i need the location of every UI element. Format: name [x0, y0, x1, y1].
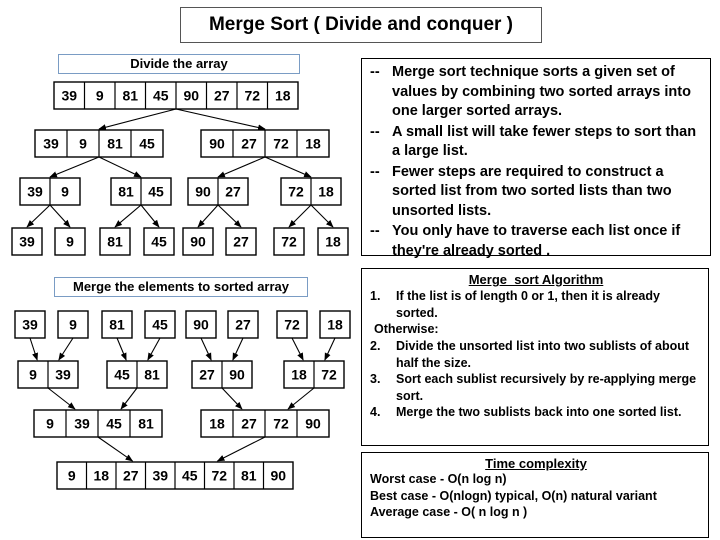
flow-arrow: [30, 338, 37, 360]
merge-array: [201, 410, 329, 437]
flow-arrow: [222, 388, 242, 409]
flow-arrow: [115, 205, 141, 227]
array-cell-value: 39: [19, 233, 35, 250]
merge-array: [284, 361, 344, 388]
merge-array: [58, 311, 88, 338]
complexity-heading: Time complexity: [485, 456, 587, 471]
flow-arrow: [27, 205, 50, 227]
array-cell-value: 45: [181, 467, 198, 484]
worst-case: Worst case - O(n log n): [370, 472, 507, 486]
flow-arrow: [50, 205, 70, 227]
merge-array: [320, 311, 350, 338]
array-cell-value: 90: [305, 415, 321, 432]
description-bullet: -- A small list will take fewer steps to sort than a large list.: [370, 123, 697, 159]
flow-arrow: [176, 109, 265, 129]
divide-array: [100, 228, 130, 255]
array-cell-value: 9: [69, 316, 77, 333]
array-cell-value: 72: [211, 467, 228, 484]
array-cell-value: 18: [327, 316, 343, 333]
average-case: Average case - O( n log n ): [370, 505, 528, 519]
flow-arrow: [289, 205, 311, 227]
algorithm-panel: [361, 268, 709, 446]
flow-arrow: [201, 338, 211, 360]
merge-array: [34, 410, 162, 437]
flow-arrow: [292, 338, 303, 360]
array-cell-value: 81: [144, 366, 160, 383]
complexity-panel: [361, 452, 709, 538]
flow-arrow: [50, 157, 99, 177]
array-cell-value: 27: [241, 135, 257, 152]
array-cell-value: 27: [199, 366, 215, 383]
flow-arrow: [218, 205, 241, 227]
array-cell-value: 9: [95, 87, 104, 104]
divide-array: [55, 228, 85, 255]
divide-array: [144, 228, 174, 255]
divide-array: [35, 130, 163, 157]
divide-array: [281, 178, 341, 205]
divide-array: [201, 130, 329, 157]
array-cell-value: 18: [291, 366, 307, 383]
algorithm-otherwise: Otherwise:: [374, 322, 439, 336]
array-cell-value: 81: [109, 316, 125, 333]
array-cell-value: 45: [152, 316, 168, 333]
array-cell-value: 81: [107, 135, 123, 152]
merge-array: [145, 311, 175, 338]
array-cell-value: 90: [183, 87, 200, 104]
array-cell-value: 90: [195, 183, 211, 200]
array-cell-value: 81: [138, 415, 154, 432]
flow-arrow: [148, 338, 160, 360]
array-cell-value: 9: [61, 183, 69, 200]
flow-arrow: [233, 338, 243, 360]
merge-array: [57, 462, 293, 489]
flow-arrow: [117, 338, 126, 360]
array-cell-value: 18: [305, 135, 321, 152]
flow-arrow: [325, 338, 335, 360]
array-cell-value: 39: [22, 316, 38, 333]
flow-arrow: [311, 205, 333, 227]
array-cell-value: 27: [241, 415, 257, 432]
description-bullet: -- Fewer steps are required to construct a sorted list from two sorted lists than two unsorted lists.: [370, 163, 672, 219]
divide-array: [318, 228, 348, 255]
array-cell-value: 45: [139, 135, 155, 152]
array-cell-value: 39: [61, 87, 78, 104]
divide-array: [183, 228, 213, 255]
array-cell-value: 81: [122, 87, 139, 104]
array-cell-value: 90: [193, 316, 209, 333]
flow-arrow: [121, 388, 137, 409]
flow-arrow: [48, 388, 75, 409]
array-cell-value: 72: [244, 87, 261, 104]
array-cell-value: 39: [43, 135, 59, 152]
array-cell-value: 72: [321, 366, 337, 383]
divide-array: [274, 228, 304, 255]
array-cell-value: 9: [66, 233, 74, 250]
array-cell-value: 39: [74, 415, 90, 432]
array-cell-value: 90: [229, 366, 245, 383]
array-cell-value: 39: [55, 366, 71, 383]
array-cell-value: 9: [29, 366, 37, 383]
array-cell-value: 18: [209, 415, 225, 432]
description-bullet: -- Merge sort technique sorts a given set of values by combining two sorted arrays into one larger sorted arrays.: [370, 64, 691, 119]
flow-arrow: [265, 157, 311, 177]
page-title: Merge Sort ( Divide and conquer ): [180, 7, 542, 43]
array-cell-value: 18: [318, 183, 334, 200]
algorithm-heading: Merge_sort Algorithm: [468, 272, 604, 287]
array-cell-value: 9: [46, 415, 54, 432]
array-cell-value: 90: [190, 233, 206, 250]
merge-array: [186, 311, 216, 338]
merge-array: [277, 311, 307, 338]
flow-arrow: [217, 437, 265, 461]
divide-array: [226, 228, 256, 255]
algorithm-step: 2. Divide the unsorted list into two sublists of about half the size.: [370, 339, 690, 370]
array-cell-value: 72: [281, 233, 297, 250]
array-cell-value: 45: [114, 366, 130, 383]
algorithm-step: 1. If the list is of length 0 or 1, then it is already sorted.: [370, 289, 660, 320]
array-cell-value: 72: [284, 316, 300, 333]
array-cell-value: 27: [122, 467, 139, 484]
array-cell-value: 18: [325, 233, 341, 250]
algorithm-step: 4. Merge the two sublists back into one sorted list.: [370, 405, 682, 419]
array-cell-value: 27: [213, 87, 230, 104]
array-cell-value: 45: [151, 233, 167, 250]
array-cell-value: 72: [273, 135, 289, 152]
array-cell-value: 81: [118, 183, 134, 200]
array-cell-value: 18: [93, 467, 110, 484]
array-cell-value: 18: [274, 87, 291, 104]
flow-arrow: [288, 388, 314, 409]
array-cell-value: 81: [240, 467, 257, 484]
divide-array: [54, 82, 298, 109]
divide-array: [12, 228, 42, 255]
divide-array: [188, 178, 248, 205]
merge-array: [15, 311, 45, 338]
merge-section-label: Merge the elements to sorted array: [54, 277, 308, 297]
array-cell-value: 72: [288, 183, 304, 200]
array-cell-value: 27: [225, 183, 241, 200]
flow-arrow: [99, 157, 141, 177]
flow-arrow: [99, 109, 176, 129]
description-bullet: -- You only have to traverse each list once if they're already sorted .: [370, 223, 681, 259]
array-cell-value: 90: [209, 135, 225, 152]
flow-arrow: [218, 157, 265, 177]
array-cell-value: 72: [273, 415, 289, 432]
merge-array: [228, 311, 258, 338]
array-cell-value: 45: [106, 415, 122, 432]
array-cell-value: 27: [233, 233, 249, 250]
flow-arrow: [198, 205, 218, 227]
merge-array: [18, 361, 78, 388]
divide-array: [111, 178, 171, 205]
description-panel: [361, 58, 711, 259]
merge-array: [102, 311, 132, 338]
array-cell-value: 45: [152, 87, 169, 104]
array-cell-value: 9: [67, 467, 76, 484]
best-case: Best case - O(nlogn) typical, O(n) natural variant: [370, 488, 657, 503]
merge-array: [192, 361, 252, 388]
flow-arrow: [98, 437, 133, 461]
divide-section-label: Divide the array: [58, 54, 300, 74]
array-cell-value: 39: [152, 467, 169, 484]
flow-arrow: [141, 205, 159, 227]
merge-array: [107, 361, 167, 388]
flow-arrow: [59, 338, 73, 360]
divide-array: [20, 178, 80, 205]
array-cell-value: 90: [270, 467, 287, 484]
array-cell-value: 45: [148, 183, 164, 200]
array-cell-value: 27: [235, 316, 251, 333]
array-cell-value: 9: [79, 135, 87, 152]
array-cell-value: 39: [27, 183, 43, 200]
array-cell-value: 81: [107, 233, 123, 250]
algorithm-step: 3. Sort each sublist recursively by re-applying merge sort.: [370, 372, 697, 403]
